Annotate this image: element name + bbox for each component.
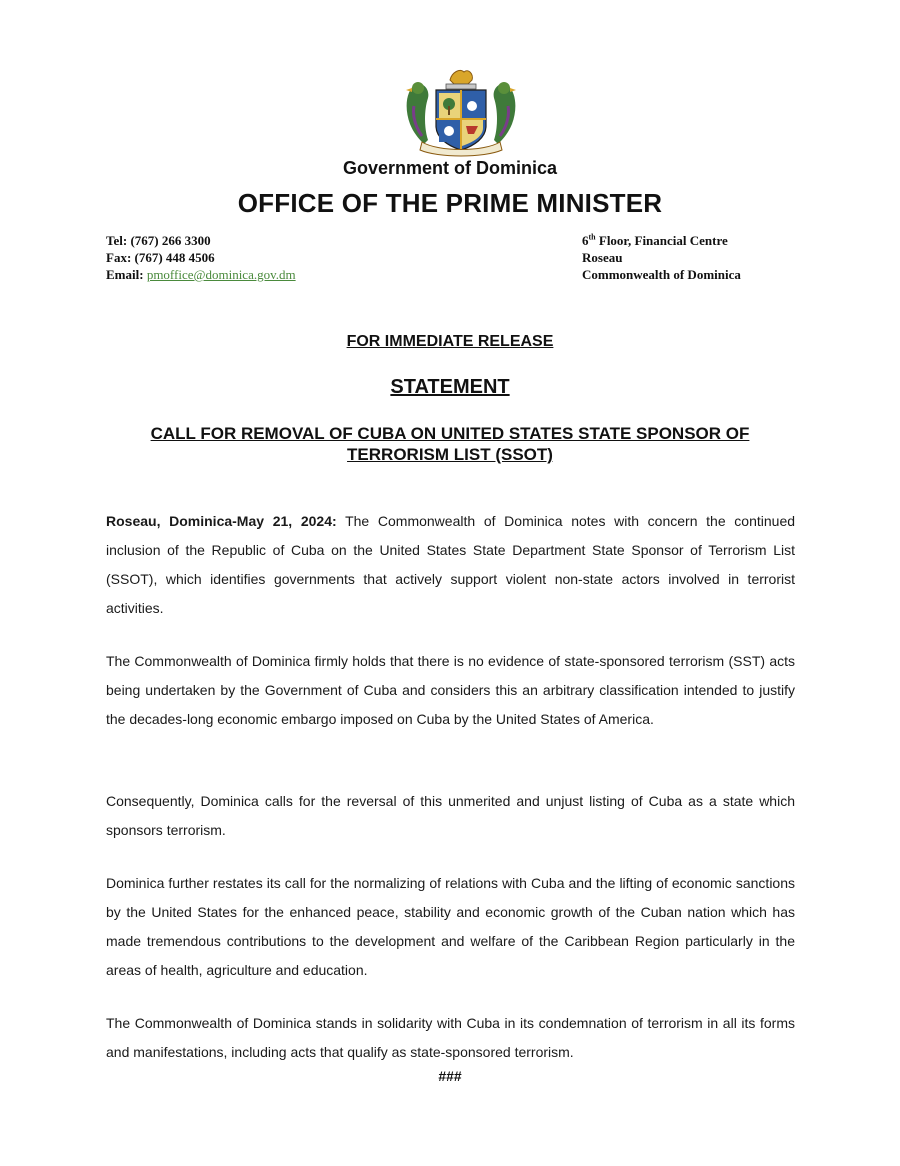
floor-suffix: th (588, 232, 596, 242)
end-mark: ### (438, 1068, 462, 1084)
body-paragraph-5: The Commonwealth of Dominica stands in solidarity with Cuba in its condemnation of terrorism in all its forms and manifestations, including acts that qualify as state-sponsored terrorism. (106, 1015, 795, 1060)
headline (100, 423, 800, 465)
address-city: Roseau (582, 250, 623, 265)
contact-block-left (106, 232, 296, 283)
headline-line-1: CALL FOR REMOVAL OF CUBA ON UNITED STATES STATE SPONSOR OF (150, 424, 750, 443)
body-paragraph-3: Consequently, Dominica calls for the reversal of this unmerited and unjust listing of Cuba as a state which sponsors terrorism. (106, 793, 795, 838)
email-label: Email: (106, 267, 147, 282)
body-paragraph-1 (106, 507, 795, 623)
dateline: Roseau, Dominica-May 21, 2024: (106, 513, 337, 529)
statement-heading: STATEMENT (390, 376, 510, 398)
headline-line-2: TERRORISM LIST (SSOT) (347, 445, 553, 464)
telephone: Tel: (767) 266 3300 (106, 233, 211, 248)
address-floor (582, 232, 741, 249)
floor-number: 6 (582, 233, 589, 248)
government-name: Government of Dominica (342, 158, 558, 178)
body-paragraph-4: Dominica further restates its call for the normalizing of relations with Cuba and the lifting of economic sanctions by the United States for the enhanced peace, stability and economic growth of the Cuban nation which has made tremendous contributions to the development and welfare of the Caribbean Region particularly in the areas of health, agriculture and education. (106, 875, 795, 978)
release-label: FOR IMMEDIATE RELEASE (346, 333, 554, 350)
contact-block-right (582, 232, 741, 283)
body-paragraph-2: The Commonwealth of Dominica firmly holds that there is no evidence of state-sponsored terrorism (SST) acts being undertaken by the Government of Cuba and considers this an arbitrary classification intended to justify the decades-long economic embargo imposed on Cuba by the United States of America. (106, 653, 795, 727)
paragraph-1-text: The Commonwealth of Dominica notes with concern the continued inclusion of the Republic of Cuba on the United States State Department State Sponsor of Terrorism List (SSOT), which identifies governments that actively support violent non-state actors involved in terrorist activities. (106, 513, 796, 616)
email-line (106, 266, 296, 283)
office-title: OFFICE OF THE PRIME MINISTER (237, 188, 663, 218)
email-link[interactable]: pmoffice@dominica.gov.dm (146, 267, 296, 282)
dominica-coat-of-arms-icon (402, 66, 520, 158)
floor-rest: Floor, Financial Centre (595, 233, 728, 248)
address-country: Commonwealth of Dominica (582, 267, 741, 282)
fax: Fax: (767) 448 4506 (106, 250, 215, 265)
